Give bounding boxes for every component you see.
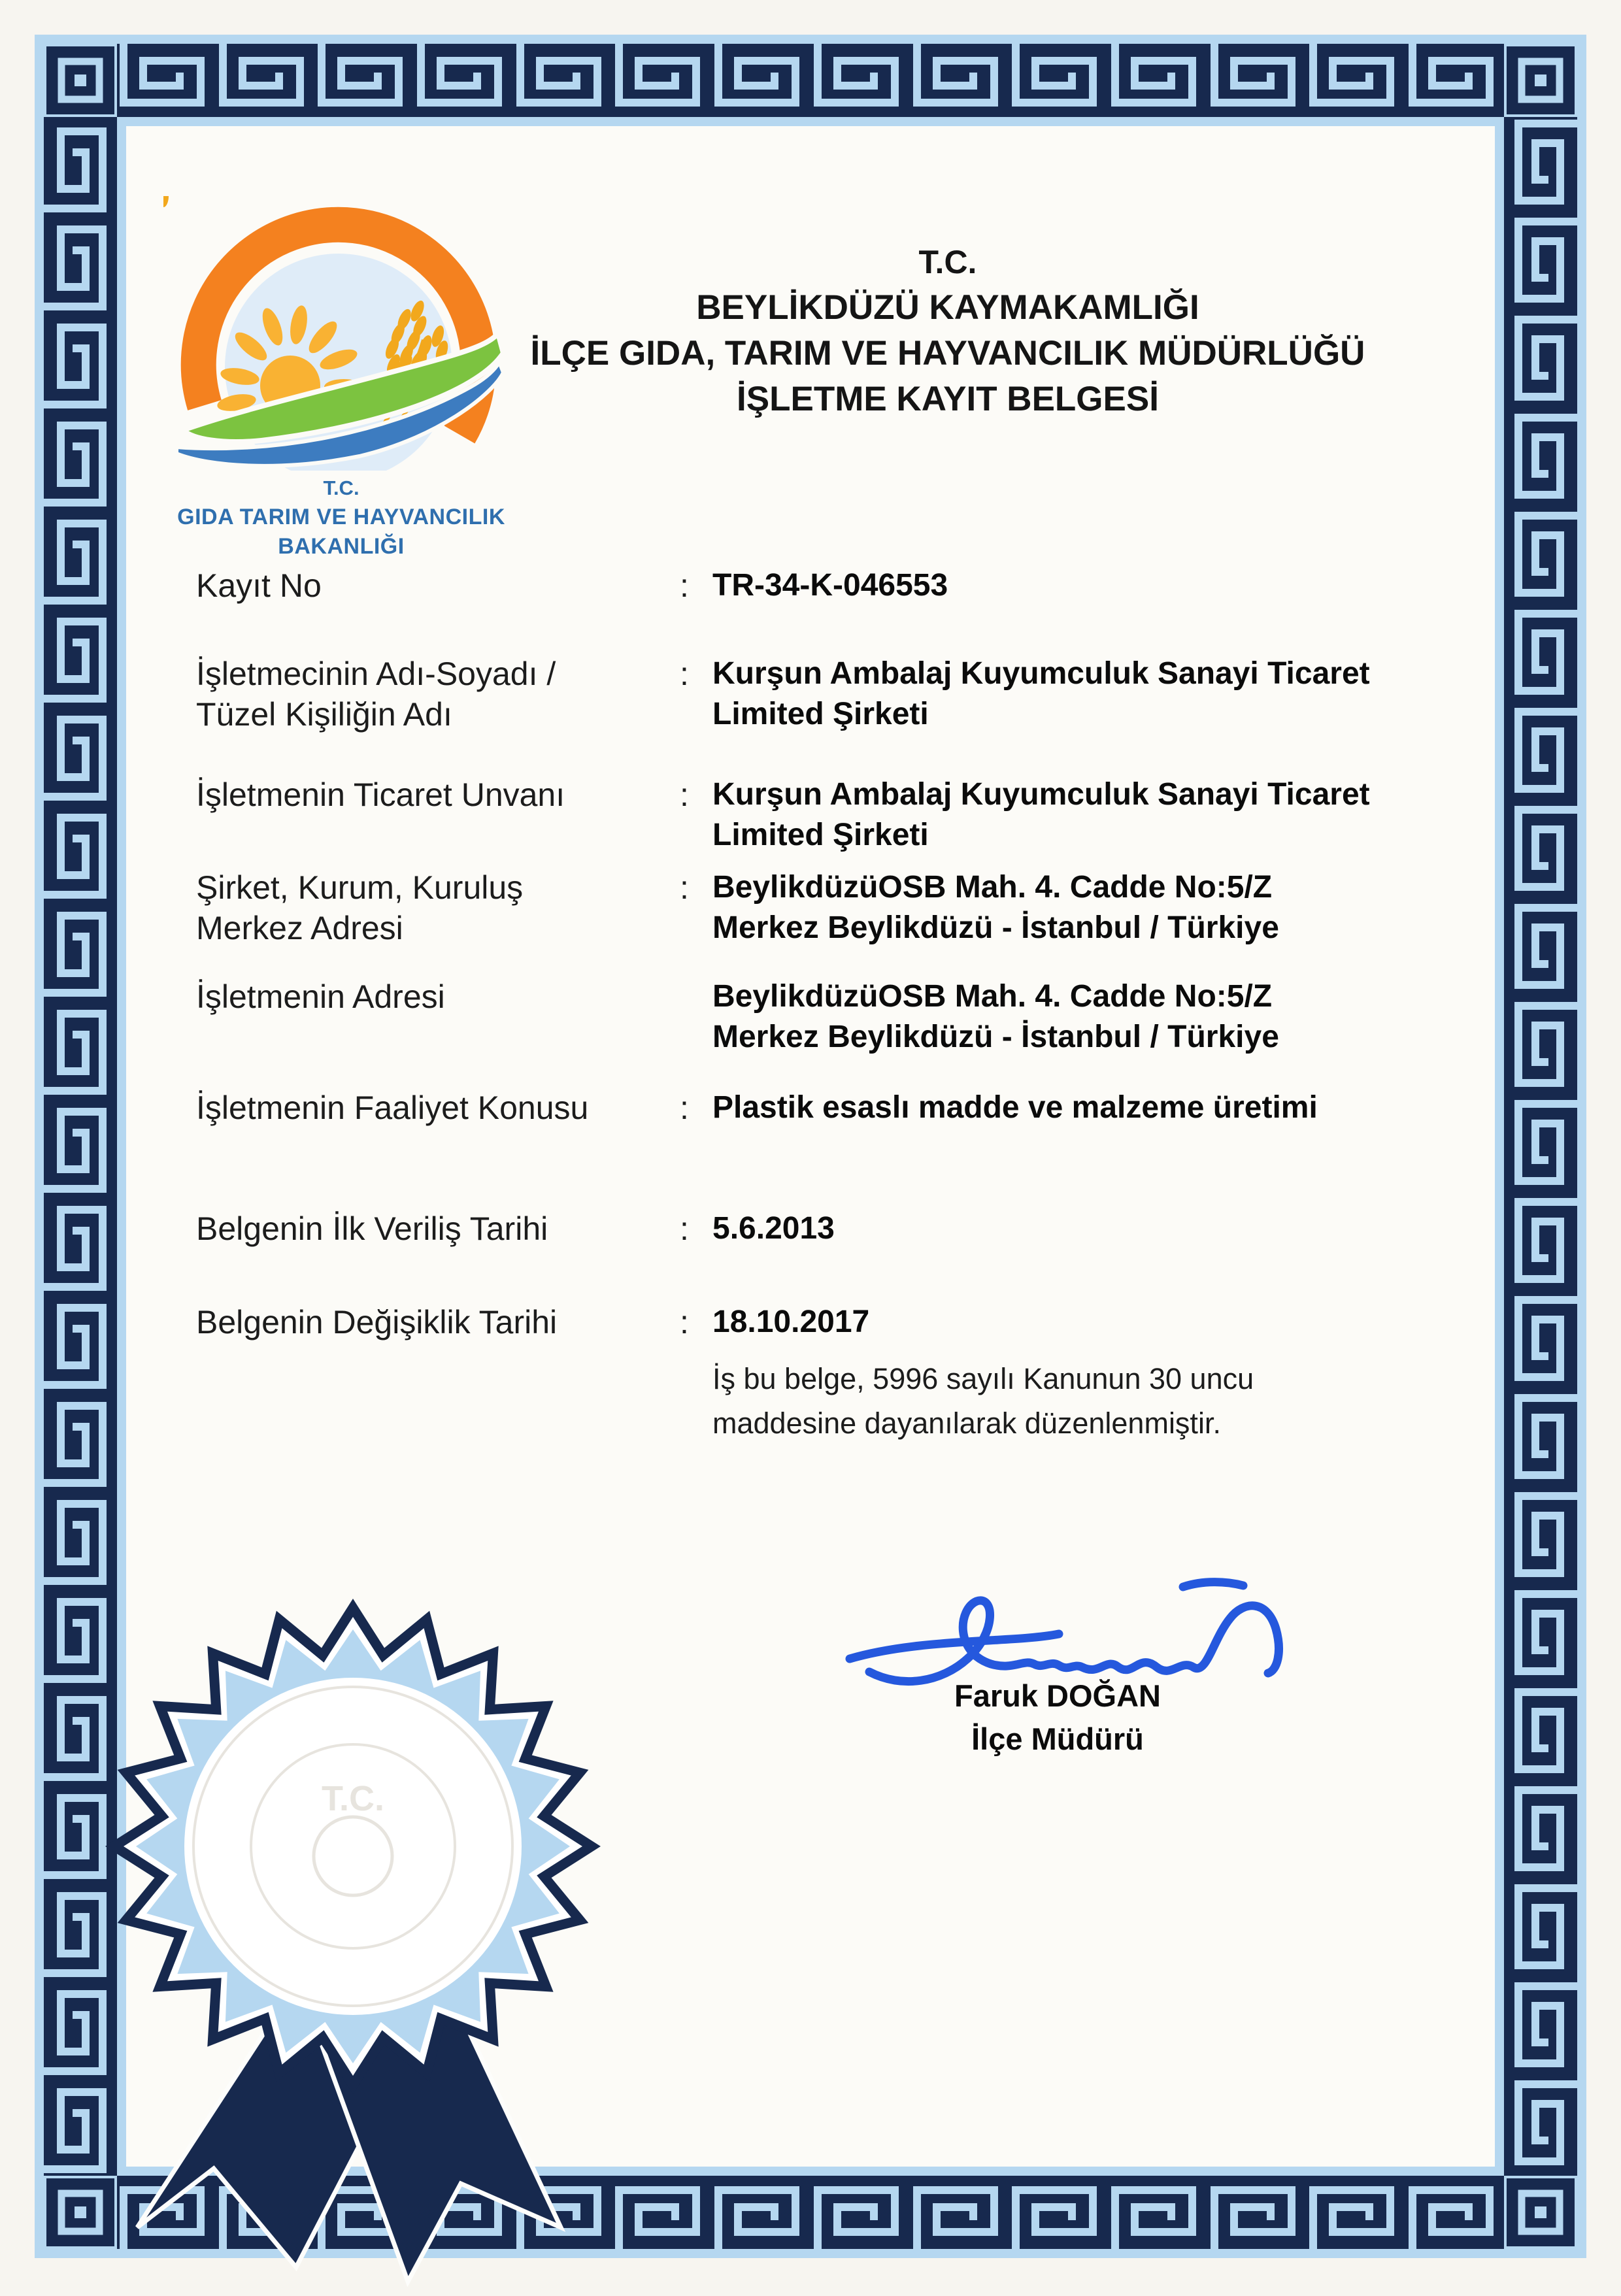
field-label (196, 565, 680, 606)
field-row (196, 654, 1431, 735)
seal-emboss-text: T.C. (321, 1779, 385, 1818)
field-label (196, 774, 680, 815)
field-value-line: Merkez Beylikdüzü - İstanbul / Türkiye (712, 910, 1279, 945)
field-row (196, 976, 1431, 1057)
field-value (712, 774, 1431, 856)
field-value-line: Limited Şirketi (712, 697, 929, 731)
field-row (196, 1088, 1431, 1128)
field-value-line: Merkez Beylikdüzü - İstanbul / Türkiye (712, 1020, 1279, 1054)
field-value-line: BeylikdüzüOSB Mah. 4. Cadde No:5/Z (712, 979, 1273, 1014)
field-label-line: Merkez Adresi (196, 910, 403, 946)
legal-note-line: maddesine dayanılarak düzenlenmiştir. (712, 1406, 1221, 1440)
field-value (712, 1302, 1431, 1342)
field-value-line: Kurşun Ambalaj Kuyumculuk Sanayi Ticaret (712, 656, 1370, 691)
field-row (196, 1208, 1431, 1249)
field-label-line: İşletmenin Faaliyet Konusu (196, 1090, 589, 1126)
logo-ministry-line1: GIDA TARIM VE HAYVANCILIK (177, 505, 505, 529)
field-label-line: İşletmecinin Adı-Soyadı / (196, 656, 556, 692)
field-label-line: Şirket, Kurum, Kuruluş (196, 869, 524, 906)
field-value (712, 565, 1431, 606)
field-label (196, 1208, 680, 1249)
field-row (196, 774, 1431, 856)
legal-note-line: İş bu belge, 5996 sayılı Kanunun 30 uncu (712, 1362, 1254, 1395)
field-label (196, 1088, 680, 1128)
field-label (196, 654, 680, 735)
field-value-line: Limited Şirketi (712, 818, 929, 852)
header-tc: T.C. (918, 244, 977, 280)
field-label-line: Belgenin Değişiklik Tarihi (196, 1304, 558, 1340)
field-value (712, 867, 1431, 948)
colon-separator: : (680, 776, 689, 813)
field-value-line: Kurşun Ambalaj Kuyumculuk Sanayi Ticaret (712, 777, 1370, 812)
field-label-line: İşletmenin Adresi (196, 978, 445, 1015)
field-value-line: BeylikdüzüOSB Mah. 4. Cadde No:5/Z (712, 870, 1273, 905)
field-value (712, 976, 1431, 1057)
colon-separator: : (680, 869, 689, 906)
field-row (196, 1302, 1431, 1342)
field-label (196, 1302, 680, 1342)
field-value (712, 1208, 1431, 1249)
embossed-seal (85, 1595, 634, 2296)
colon-separator: : (680, 567, 689, 604)
field-value-line: 5.6.2013 (712, 1211, 835, 1246)
field-value-line: TR-34-K-046553 (712, 568, 948, 603)
field-label-line: Tüzel Kişiliğin Adı (196, 696, 452, 733)
colon-separator: : (680, 1304, 689, 1340)
field-value (712, 1088, 1431, 1128)
field-value-line: Plastik esaslı madde ve malzeme üretimi (712, 1090, 1318, 1125)
field-row (196, 867, 1431, 948)
header-governorate: BEYLİKDÜZÜ KAYMAKAMLIĞI (696, 288, 1199, 327)
signature-scribble (843, 1561, 1288, 1714)
field-value-line: 18.10.2017 (712, 1305, 870, 1339)
logo-tc: T.C. (323, 476, 359, 499)
field-label-line: Belgenin İlk Veriliş Tarihi (196, 1210, 548, 1247)
field-row (196, 565, 1431, 606)
colon-separator: : (680, 1090, 689, 1126)
colon-separator: : (680, 656, 689, 692)
field-label-line: İşletmenin Ticaret Unvanı (196, 776, 565, 813)
signatory-name: Faruk DOĞAN (954, 1678, 1161, 1713)
logo-ministry-line2: BAKANLIĞI (278, 534, 405, 559)
seal-emboss-disc (184, 1678, 522, 2015)
colon-separator: : (680, 1210, 689, 1247)
header-doc-title: İŞLETME KAYIT BELGESİ (737, 380, 1159, 418)
field-label (196, 867, 680, 948)
field-label-line: Kayıt No (196, 567, 322, 604)
signatory-title: İlçe Müdürü (971, 1722, 1144, 1756)
header-directorate: İLÇE GIDA, TARIM VE HAYVANCILIK MÜDÜRLÜĞÜ (530, 334, 1365, 373)
legal-note (712, 1357, 1254, 1446)
field-label (196, 976, 680, 1017)
field-value (712, 654, 1431, 735)
